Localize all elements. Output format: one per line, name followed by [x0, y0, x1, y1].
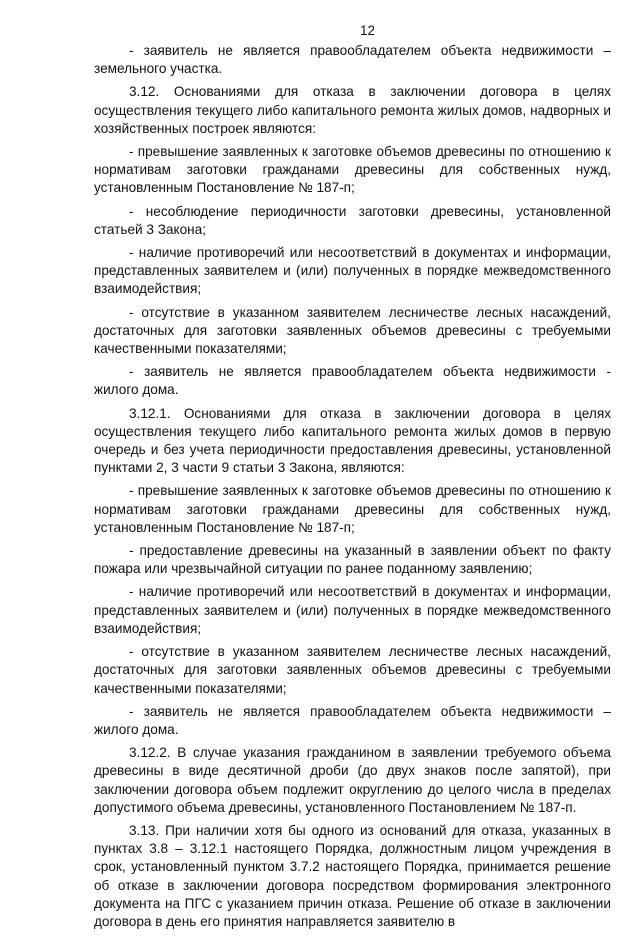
- paragraph-bullet-not-land-owner: - заявитель не является правообладателем объекта недвижимости – земельного участка.: [94, 43, 611, 77]
- page-number: 12: [359, 23, 376, 38]
- paragraph-bullet-excess-volume: - превышение заявленных к заготовке объемов древесины по отношению к нормативам заготовки гражданами древесины для собственных нужд, установленным Постановление № 187-п;: [94, 144, 611, 196]
- paragraph-3-13: 3.13. При наличии хотя бы одного из оснований для отказа, указанных в пунктах 3.8 – 3.12.1 настоящего Порядка, должностным лицом учреждения в срок, установленный пунктом 3.7.2 настоящего Порядка, принимается решение об отказе в заключении договора посредством формирования электронного документа на ПГС с указанием причин отказа. Решение об отказе в заключении договора в день его принятия направляется заявителю в: [94, 822, 611, 929]
- paragraph-bullet-no-forest: - отсутствие в указанном заявителем лесничестве лесных насаждений, достаточных для заготовки заявленных объемов древесины с требуемыми качественными показателями;: [94, 304, 611, 357]
- paragraph-bullet-fire-previous: - предоставление древесины на указанный в заявлении объект по факту пожара или чрезвычайной ситуации по ранее поданному заявлению;: [94, 543, 611, 577]
- paragraph-bullet-no-forest-2: - отсутствие в указанном заявителем лесничестве лесных насаждений, достаточных для заготовки заявленных объемов древесины с требуемыми качественными показателями;: [94, 644, 611, 696]
- paragraph-3-12-1: 3.12.1. Основаниями для отказа в заключении договора в целях осуществления текущего либо капитального ремонта жилых домов в первую очередь и без учета периодичности предоставления древесины, установленной пунктами 2, 3 части 9 статьи 3 Закона, являются:: [94, 405, 611, 476]
- document-page: [94, 22, 611, 936]
- paragraph-bullet-periodicity: - несоблюдение периодичности заготовки древесины, установленной статьей 3 Закона;: [94, 203, 611, 237]
- paragraph-bullet-excess-volume-2: - превышение заявленных к заготовке объемов древесины по отношению к нормативам заготовки гражданами древесины для собственных нужд, установленным Постановление № 187-п;: [94, 483, 611, 535]
- paragraph-3-12-2: 3.12.2. В случае указания гражданином в заявлении требуемого объема древесины в виде десятичной дроби (до двух знаков после запятой), при заключении договора объем подлежит округлению до целого числа в пределах допустимого объема древесины, установленного Постановлением № 187-п.: [94, 745, 611, 815]
- paragraph-3-12: 3.12. Основаниями для отказа в заключении договора в целях осуществления текущего либо капитального ремонта жилых домов, надворных и хозяйственных построек являются:: [94, 84, 611, 136]
- paragraph-bullet-contradictions: - наличие противоречий или несоответствий в документах и информации, представленных заявителем и (или) полученных в порядке межведомственного взаимодействия;: [94, 245, 611, 297]
- paragraph-bullet-contradictions-2: - наличие противоречий или несоответствий в документах и информации, представленных заявителем и (или) полученных в порядке межведомственного взаимодействия;: [94, 584, 611, 636]
- paragraph-bullet-not-house-owner-2: - заявитель не является правообладателем объекта недвижимости – жилого дома.: [94, 703, 611, 737]
- paragraph-bullet-not-house-owner: - заявитель не является правообладателем объекта недвижимости - жилого дома.: [94, 364, 611, 398]
